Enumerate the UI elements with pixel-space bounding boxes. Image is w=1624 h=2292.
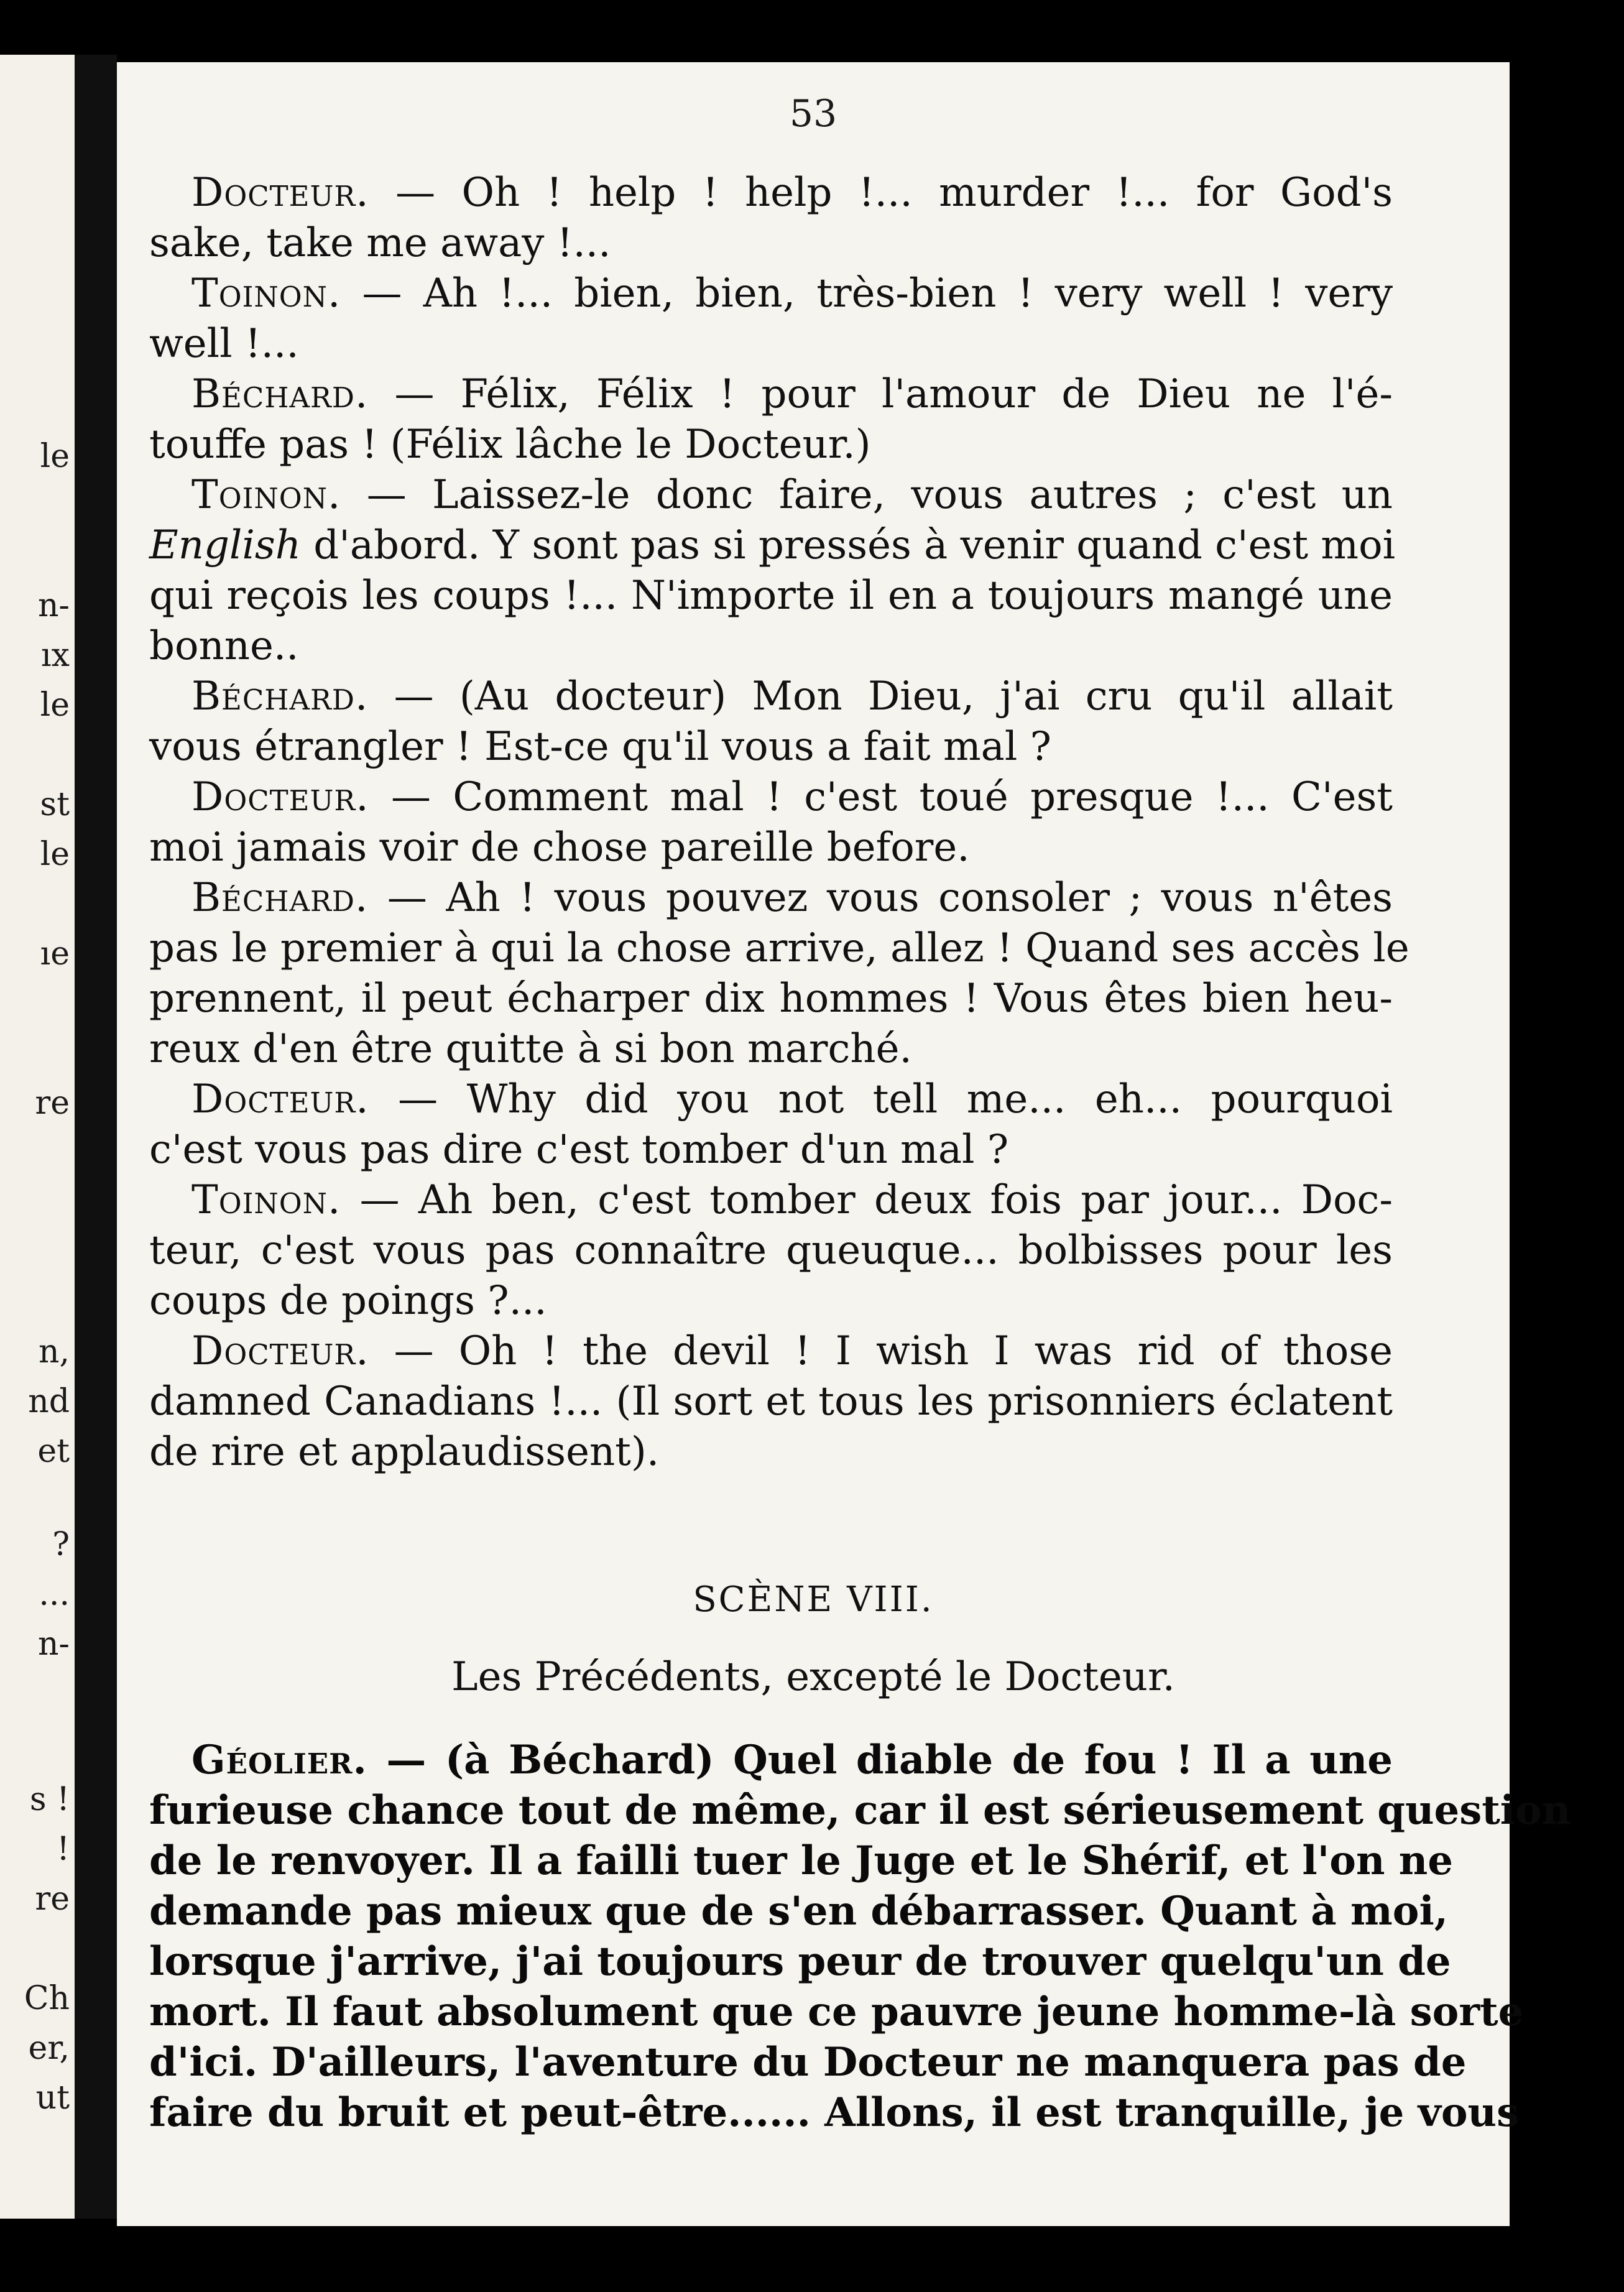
text-line <box>149 369 1393 420</box>
text-line <box>149 1175 1393 1226</box>
text-line <box>149 1125 1393 1175</box>
line-text: touffe pas ! (Félix lâche le Docteur.) <box>149 422 871 468</box>
line-text: — Why did you not tell me... eh... pourquoi <box>369 1076 1393 1122</box>
text-line <box>149 1735 1393 1785</box>
left-fragment: le <box>40 838 70 871</box>
text-line <box>149 470 1393 520</box>
speaker-name: Béchard. <box>191 673 369 719</box>
line-text: faire du bruit et peut-être...... Allons, il est tranquille, je vous <box>149 2089 1520 2136</box>
speaker-name: Géolier. <box>191 1737 367 1783</box>
scene-dialogue-block <box>149 1735 1571 2138</box>
left-fragment: ? <box>52 1528 70 1561</box>
text-line <box>149 1326 1393 1377</box>
text-line <box>149 873 1393 923</box>
text-line <box>149 772 1393 823</box>
text-line <box>149 2087 1520 2138</box>
text-line <box>149 168 1393 218</box>
speaker-name: Docteur. <box>191 774 369 820</box>
line-text: coups de poings ?... <box>149 1278 547 1324</box>
text-line <box>149 1276 1393 1326</box>
speaker-name: Docteur. <box>191 1076 369 1122</box>
text-line <box>149 1886 1449 1936</box>
text-line <box>149 974 1393 1024</box>
line-text: mort. Il faut absolument que ce pauvre jeune homme-là sorte <box>149 1989 1524 2035</box>
left-fragment: st <box>40 788 70 821</box>
text-line <box>149 672 1393 722</box>
text-line <box>149 1024 1393 1074</box>
line-text: lorsque j'arrive, j'ai toujours peur de trouver quelqu'un de <box>149 1938 1451 1985</box>
text-line <box>149 218 1393 269</box>
scene-heading: SCÈNE VIII. <box>693 1579 934 1620</box>
line-text: — (à Béchard) Quel diable de fou ! Il a une <box>367 1737 1393 1783</box>
book-page <box>117 62 1571 2226</box>
line-text: moi jamais voir de chose pareille before. <box>149 825 970 871</box>
line-text: — Ah !... bien, bien, très-bien ! very well ! very <box>341 270 1393 317</box>
text-line <box>149 1074 1393 1125</box>
text-line <box>149 420 1393 470</box>
speaker-name: Docteur. <box>191 1328 369 1374</box>
text-line <box>149 1377 1393 1427</box>
left-fragment: s ! <box>29 1783 70 1816</box>
left-fragment: le <box>40 440 70 473</box>
left-fragment: nd <box>28 1385 70 1418</box>
book-gutter <box>75 55 117 2219</box>
left-fragment: le <box>40 689 70 721</box>
text-line <box>149 520 1396 571</box>
line-text: sake, take me away !... <box>149 220 611 266</box>
line-text: — Laissez-le donc faire, vous autres ; c'est un <box>341 472 1393 518</box>
left-fragment: n, <box>38 1336 70 1368</box>
text-line <box>149 621 1393 672</box>
text-line <box>149 722 1393 772</box>
line-text: bonne.. <box>149 623 299 669</box>
speaker-name: Béchard. <box>191 371 369 417</box>
left-fragment: ... <box>39 1578 70 1610</box>
text-line <box>149 571 1393 621</box>
line-text: — Ah ! vous pouvez vous consoler ; vous n'êtes <box>368 875 1393 921</box>
left-fragment: n- <box>37 589 70 622</box>
line-text: furieuse chance tout de même, car il est sérieusement question <box>149 1787 1571 1834</box>
left-fragment: re <box>35 1883 70 1915</box>
text-line <box>149 823 1393 873</box>
text-line <box>149 1936 1451 1987</box>
speaker-name: Toinon. <box>191 472 341 518</box>
line-text: — Ah ben, c'est tomber deux fois par jour... Doc- <box>341 1177 1393 1223</box>
line-text: — (Au docteur) Mon Dieu, j'ai cru qu'il allait <box>368 673 1393 719</box>
speaker-name: Docteur. <box>191 170 369 216</box>
line-text: — Oh ! the devil ! I wish I was rid of those <box>369 1328 1393 1374</box>
text-line <box>149 1427 1393 1477</box>
left-fragment: Ch <box>24 1982 70 2015</box>
speaker-name: Toinon. <box>191 1177 341 1223</box>
left-fragment: ! <box>57 1833 70 1865</box>
text-line <box>149 319 1393 369</box>
left-fragment: et <box>37 1435 70 1467</box>
line-text: — Comment mal ! c'est toué presque !... C'est <box>369 774 1393 820</box>
left-fragment: er, <box>28 2032 70 2064</box>
line-text: damned Canadians !... (Il sort et tous les prisonniers éclatent <box>149 1379 1393 1425</box>
speaker-name: Béchard. <box>191 875 369 921</box>
line-text: well !... <box>149 321 299 367</box>
line-text: qui reçois les coups !... N'importe il en a toujours mangé une <box>149 573 1393 619</box>
left-fragment: ıe <box>40 938 70 970</box>
left-fragment: re <box>35 1087 70 1119</box>
line-text: demande pas mieux que de s'en débarrasser. Quant à moi, <box>149 1888 1449 1934</box>
line-text: de rire et applaudissent). <box>149 1429 660 1475</box>
line-text: teur, c'est vous pas connaître queuque... bolbisses pour les <box>149 1227 1393 1273</box>
scene-subtitle: Les Précédents, excepté le Docteur. <box>451 1654 1175 1700</box>
left-fragment: n- <box>37 1628 70 1660</box>
line-text: de le renvoyer. Il a failli tuer le Juge et le Shérif, et l'on ne <box>149 1837 1453 1884</box>
speaker-name: Toinon. <box>191 270 341 317</box>
dialogue-block <box>149 168 1409 1477</box>
text-line <box>149 269 1393 319</box>
left-fragment: ıx <box>41 639 70 672</box>
left-facing-page <box>0 55 75 2219</box>
page-number: 53 <box>789 92 837 136</box>
line-text: prennent, il peut écharper dix hommes ! Vous êtes bien heu- <box>149 976 1393 1022</box>
line-text: — Félix, Félix ! pour l'amour de Dieu ne l'é- <box>368 371 1393 417</box>
line-text: d'ici. D'ailleurs, l'aventure du Docteur ne manquera pas de <box>149 2039 1467 2086</box>
line-text: d'abord. Y sont pas si pressés à venir quand c'est moi <box>300 522 1396 568</box>
text-line <box>149 1785 1571 1836</box>
left-fragment: ut <box>35 2082 70 2114</box>
line-text: vous étrangler ! Est-ce qu'il vous a fait mal ? <box>149 724 1051 770</box>
text-line <box>149 1836 1453 1886</box>
text-line <box>149 1987 1524 2037</box>
line-text: — Oh ! help ! help !... murder !... for God's <box>369 170 1393 216</box>
line-text: c'est vous pas dire c'est tomber d'un mal ? <box>149 1127 1009 1173</box>
line-text: pas le premier à qui la chose arrive, allez ! Quand ses accès le <box>149 925 1409 971</box>
italic-word: English <box>149 522 301 568</box>
line-text: reux d'en être quitte à si bon marché. <box>149 1026 912 1072</box>
text-line <box>149 923 1409 974</box>
text-line <box>149 2037 1467 2087</box>
text-line <box>149 1226 1393 1276</box>
